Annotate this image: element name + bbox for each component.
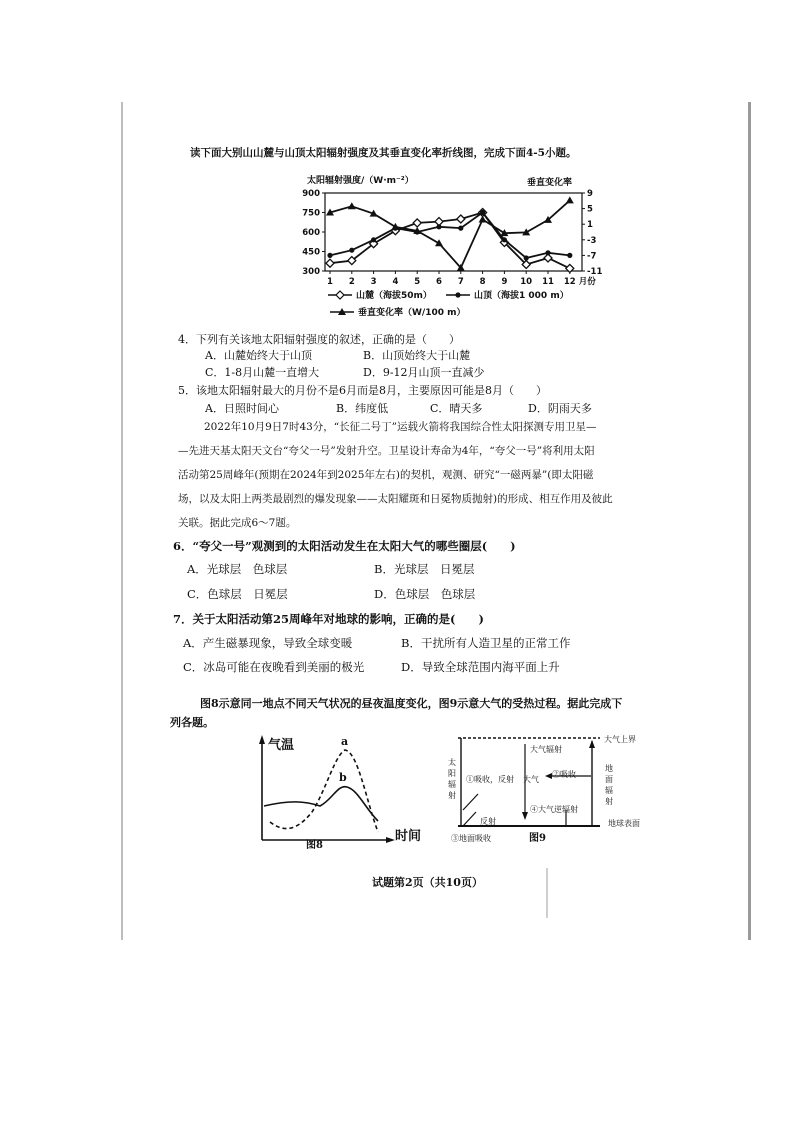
question-6-stem: 6．“夸父一号”观测到的太阳活动发生在太阳大气的哪些圈层( ) bbox=[173, 539, 516, 553]
question-7-option-a[interactable]: A．产生磁暴现象，导致全球变暖 bbox=[183, 636, 353, 650]
fig8-label-a: a bbox=[341, 735, 349, 748]
question-7-option-d[interactable]: D．导致全球范围内海平面上升 bbox=[401, 660, 560, 674]
fig9-atmosphere-label: 大气 bbox=[523, 775, 539, 784]
y-right-tick-label: -7 bbox=[587, 251, 597, 262]
y-left-axis-label: 太阳辐射强度/（W·m⁻²） bbox=[307, 176, 414, 186]
question-4-stem: 4．下列有关该地太阳辐射强度的叙述，正确的是（ ） bbox=[178, 333, 460, 346]
fig9-label-1: ①吸收，反射 bbox=[466, 775, 514, 784]
intro-text-2-line-1: 图8示意同一地点不同天气状况的昼夜温度变化，图9示意大气的受热过程。据此完成下 bbox=[200, 697, 623, 710]
y-right-tick-label: 1 bbox=[587, 220, 593, 231]
question-5-option-c[interactable]: C．晴天多 bbox=[430, 402, 483, 415]
x-tick-label: 1 bbox=[327, 277, 333, 287]
scan-scratch-mark bbox=[546, 868, 548, 918]
fig9-reflect-arrow-2 bbox=[463, 812, 476, 826]
fig9-right-label: 地面辐射 bbox=[605, 764, 613, 806]
passage-line-2: —先进天基太阳天文台“夸父一号”发射升空。卫星设计寿命为4年，“夸父一号”将利用太阳 bbox=[178, 445, 595, 457]
fig8-label-b: b bbox=[339, 771, 347, 784]
intro-text-1: 读下面大别山山麓与山顶太阳辐射强度及其垂直变化率折线图，完成下面4-5小题。 bbox=[190, 147, 577, 159]
question-5-option-a[interactable]: A．日照时间心 bbox=[205, 402, 279, 415]
x-tick-label: 4 bbox=[392, 277, 399, 287]
fig9-label-4: ④大气逆辐射 bbox=[530, 805, 578, 814]
fig9-reflect-label: 反射 bbox=[480, 817, 496, 826]
question-7-option-c[interactable]: C．冰岛可能在夜晚看到美丽的极光 bbox=[183, 660, 365, 674]
y-right-tick-label: -11 bbox=[587, 267, 603, 277]
passage-line-3: 活动第25周峰年(预期在2024年到2025年左右)的契机，观测、研究“一磁两暴”(即太阳磁 bbox=[178, 469, 594, 481]
fig9-reflect-arrow-1 bbox=[463, 794, 478, 810]
question-6-option-a[interactable]: A．光球层 色球层 bbox=[187, 562, 288, 576]
x-tick-label: 3 bbox=[370, 277, 377, 287]
legend-label: 山麓（海拔50m） bbox=[356, 291, 432, 301]
question-4-option-c[interactable]: C．1-8月山麓一直增大 bbox=[205, 366, 320, 379]
y-right-tick-label: 5 bbox=[587, 204, 593, 215]
fig9-label-2: ②吸收 bbox=[552, 770, 576, 779]
fig9-ground-radiation-arrowhead bbox=[589, 740, 595, 748]
y-left-tick-label: 900 bbox=[302, 189, 320, 199]
legend-label: 垂直变化率（W/100 m） bbox=[358, 308, 466, 318]
question-6-option-d[interactable]: D．色球层 色球层 bbox=[374, 587, 476, 601]
x-tick-label: 9 bbox=[501, 277, 508, 287]
y-left-tick-label: 300 bbox=[302, 267, 320, 277]
fig9-caption: 图9 bbox=[529, 833, 546, 844]
passage-line-1: 2022年10月9日7时43分，“长征二号丁”运载火箭将我国综合性太阳探测专用卫星— bbox=[204, 421, 597, 433]
question-4-option-b[interactable]: B．山顶始终大于山麓 bbox=[363, 349, 471, 362]
fig9-atm-radiation-label: 大气辐射 bbox=[530, 745, 562, 754]
fig9-bottom-label: 地球表面 bbox=[608, 819, 640, 828]
question-7-stem: 7．关于太阳活动第25周峰年对地球的影响，正确的是( ) bbox=[173, 612, 484, 626]
x-tick-label: 12 bbox=[563, 277, 576, 287]
y-right-axis-label: 垂直变化率 bbox=[527, 178, 573, 188]
x-tick-label: 2 bbox=[348, 277, 355, 287]
y-left-tick-label: 750 bbox=[302, 208, 320, 219]
fig9-top-label: 大气上界 bbox=[604, 735, 636, 744]
intro-text-2-line-2: 列各题。 bbox=[170, 716, 214, 729]
fig9-absorb-arrowhead bbox=[545, 773, 552, 779]
x-tick-label: 10 bbox=[520, 277, 533, 287]
question-5-option-b[interactable]: B．纬度低 bbox=[336, 402, 389, 415]
fig9-left-label: 太阳辐射 bbox=[448, 758, 456, 800]
fig8-ylabel: 气温 bbox=[268, 738, 295, 753]
x-tick-label: 5 bbox=[414, 277, 421, 287]
fig8-caption: 图8 bbox=[306, 840, 323, 851]
x-tick-label: 6 bbox=[436, 277, 442, 287]
passage-line-4: 场，以及太阳上两类最剧烈的爆发现象——太阳耀斑和日冕物质抛射)的形成、相互作用及彼此 bbox=[178, 493, 613, 505]
y-left-tick-label: 600 bbox=[302, 228, 320, 238]
y-right-tick-label: 9 bbox=[587, 189, 593, 199]
y-right-tick-label: -3 bbox=[587, 235, 597, 246]
passage-line-5: 关联。据此完成6～7题。 bbox=[178, 517, 297, 529]
page-footer: 试题第2页（共10页） bbox=[372, 876, 483, 889]
x-tick-label: 7 bbox=[457, 277, 464, 287]
legend-label: 山顶（海拔1 000 m） bbox=[474, 291, 569, 301]
y-left-tick-label: 450 bbox=[302, 247, 320, 258]
question-4-option-a[interactable]: A．山麓始终大于山顶 bbox=[205, 349, 312, 362]
question-7-option-b[interactable]: B．干扰所有人造卫星的正常工作 bbox=[401, 636, 571, 650]
question-5-option-d[interactable]: D．阴雨天多 bbox=[528, 402, 592, 415]
x-tick-label: 8 bbox=[479, 277, 486, 287]
question-4-option-d[interactable]: D．9-12月山顶一直减少 bbox=[363, 366, 485, 379]
fig9-label-3: ③地面吸收 bbox=[451, 834, 491, 843]
question-5-stem: 5．该地太阳辐射最大的月份不是6月而是8月，主要原因可能是8月（ ） bbox=[178, 384, 547, 397]
x-unit-label: 月份 bbox=[578, 277, 596, 287]
fig9-atmosphere-arrowhead bbox=[522, 812, 528, 820]
fig8-xlabel: 时间 bbox=[395, 829, 422, 844]
x-tick-label: 11 bbox=[542, 277, 554, 287]
question-6-option-b[interactable]: B．光球层 日冕层 bbox=[374, 562, 475, 576]
question-6-option-c[interactable]: C．色球层 日冕层 bbox=[187, 587, 288, 601]
